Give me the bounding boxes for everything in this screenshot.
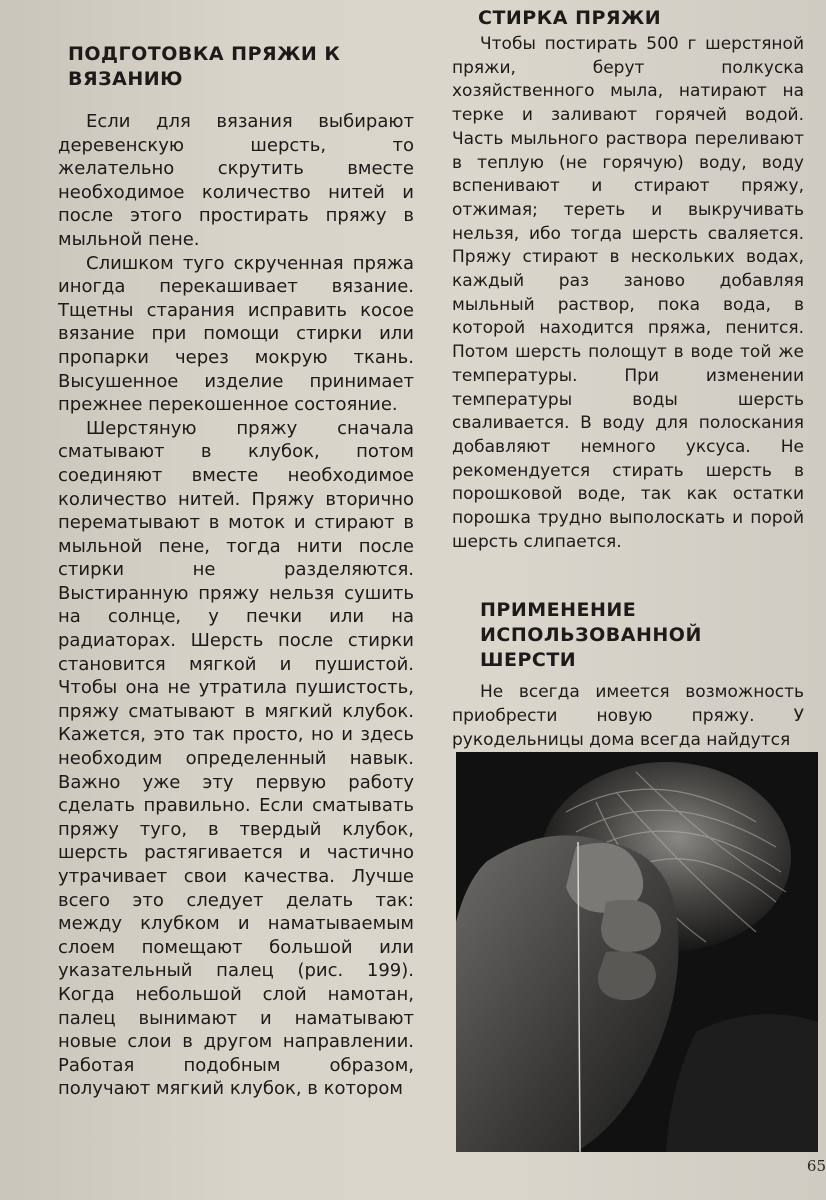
left-column xyxy=(58,42,414,1101)
section-heading-yarn-preparation: ПОДГОТОВКА ПРЯЖИ К ВЯЗАНИЮ xyxy=(68,43,341,90)
page-number: 65 xyxy=(806,1157,826,1175)
hand-winding-yarn-ball-photo xyxy=(456,752,818,1152)
paragraph-winding-ball: Шерстяную пряжу сначала сматывают в клубок, потом соединяют вместе необходимое количество нитей. Пряжу вторично перематывают в моток и стирают в мыльной пене, тогда нити после стирки не разделяются. Выстиранную пряжу нельзя сушить на солнце, у печки или на радиаторах. Шерсть после стирки становится мягкой и пушистой. Чтобы она не утратила пушистость, пряжу сматывают в мягкий клубок. Кажется, это так просто, но и здесь необходим определенный навык. Важно уже эту первую работу сделать правильно. Если сматывать пряжу туго, в твердый клубок, шерсть растягивается и частично утрачивает свои качества. Лучше всего это следует делать так: между клубком и наматываемым слоем помещают большой или указательный палец (рис. 199). Когда небольшой слой намотан, палец вынимают и наматывают новые слои в другом направлении. Работая подобным образом, получают мягкий клубок, в котором xyxy=(58,417,414,1100)
paragraph-used-wool: Не всегда имеется возможность приобрести новую пряжу. У рукодельницы дома всегда найдутся xyxy=(452,682,804,750)
section-heading-washing-yarn: СТИРКА ПРЯЖИ xyxy=(478,7,662,29)
section-heading-used-wool: ПРИМЕНЕНИЕ ИСПОЛЬЗОВАННОЙ ШЕРСТИ xyxy=(480,599,702,672)
paragraph-tight-twist: Слишком туго скрученная пряжа иногда перекашивает вязание. Тщетны старания исправить косое вязание при помощи стирки или пропарки через мокрую ткань. Высушенное изделие принимает прежнее перекошенное состояние. xyxy=(58,252,414,416)
right-column xyxy=(452,6,804,753)
paragraph-washing-instructions: Чтобы постирать 500 г шерстяной пряжи, берут полкуска хозяйственного мыла, натирают на терке и заливают горячей водой. Часть мыльного раствора переливают в теплую (не горячую) воду, воду вспенивают и стирают пряжу, отжимая; тереть и выкручивать нельзя, ибо тогда шерсть сваляется. Пряжу стирают в нескольких водах, каждый раз заново добавляя мыльный раствор, пока вода, в которой находится пряжа, пенится. Потом шерсть полощут в воде той же температуры. При изменении температуры воды шерсть сваливается. В воду для полоскания добавляют немного уксуса. Не рекомендуется стирать шерсть в порошковой воде, так как остатки порошка трудно выполоскать и порой шерсть слипается. xyxy=(452,34,804,552)
paragraph-village-wool: Если для вязания выбирают деревенскую шерсть, то желательно скрутить вместе необходимое количество нитей и после этого простирать пряжу в мыльной пене. xyxy=(58,111,414,250)
